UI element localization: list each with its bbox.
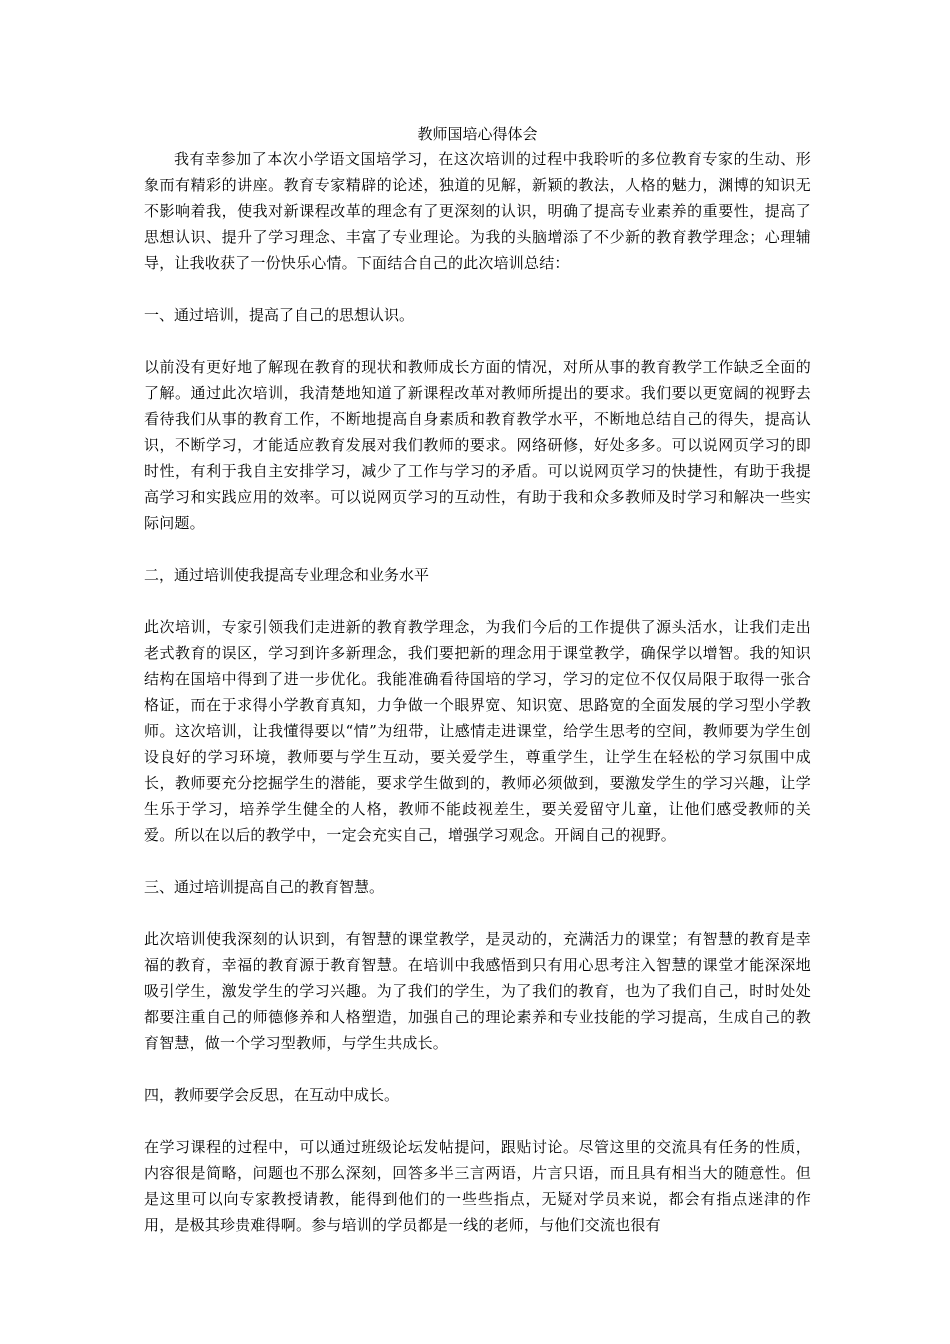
section-body-2: 此次培训，专家引领我们走进新的教育教学理念，为我们今后的工作提供了源头活水，让我们走出老式教育的误区，学习到许多新理念，我们要把新的理念用于课堂教学，确保学以增智。我的知识结构在国培中得到了进一步优化。我能准确看待国培的学习，学习的定位不仅仅局限于取得一张合格证，而在于求得小学教育真知，力争做一个眼界宽、知识宽、思路宽的全面发展的学习型小学教师。这次培训，让我懂得要以“情”为纽带，让感情走进课堂，给学生思考的空间，教师要为学生创设良好的学习环境，教师要与学生互动，要关爱学生，尊重学生，让学生在轻松的学习氛围中成长，教师要充分挖掘学生的潜能，要求学生做到的，教师必须做到，要激发学生的学习兴趣，让学生乐于学习，培养学生健全的人格，教师不能歧视差生，要关爱留守儿童，让他们感受教师的关爱。所以在以后的教学中，一定会充实自己，增强学习观念。开阔自己的视野。 — [144, 618, 811, 844]
spacer — [144, 276, 811, 302]
spacer — [144, 328, 811, 354]
section-body-1: 以前没有更好地了解现在教育的现状和教师成长方面的情况，对所从事的教育教学工作缺乏全面的了解。通过此次培训，我清楚地知道了新课程改革对教师所提出的要求。我们要以更宽阔的视野去看待我们从事的教育工作，不断地提高自身素质和教育教学水平，不断地总结自己的得失，提高认识，不断学习，才能适应教育发展对我们教师的要求。网络研修，好处多多。可以说网页学习的即时性，有利于我自主安排学习，减少了工作与学习的矛盾。可以说网页学习的快捷性，有助于我提高学习和实践应用的效率。可以说网页学习的互动性，有助于我和众多教师及时学习和解决一些实际问题。 — [144, 358, 811, 532]
section-heading-2: 二，通过培训使我提高专业理念和业务水平 — [144, 566, 430, 584]
spacer — [144, 1108, 811, 1134]
section-heading-4: 四，教师要学会反思，在互动中成长。 — [144, 1086, 400, 1104]
section-heading-1: 一、通过培训，提高了自己的思想认识。 — [144, 306, 415, 324]
spacer — [144, 1056, 811, 1082]
spacer — [144, 900, 811, 926]
document-page — [144, 122, 811, 1238]
section-body-4: 在学习课程的过程中，可以通过班级论坛发帖提问，跟贴讨论。尽管这里的交流具有任务的性质，内容很是简略，问题也不那么深刻，回答多半三言两语，片言只语，而且具有相当大的随意性。但是这里可以向专家教授请教，能得到他们的一些些指点，无疑对学员来说，都会有指点迷津的作用，是极其珍贵难得啊。参与培训的学员都是一线的老师，与他们交流也很有 — [144, 1138, 811, 1234]
spacer — [144, 848, 811, 874]
document-title: 教师国培心得体会 — [417, 125, 538, 143]
section-heading-3: 三、通过培训提高自己的教育智慧。 — [144, 878, 385, 896]
section-body-3: 此次培训使我深刻的认识到，有智慧的课堂教学，是灵动的，充满活力的课堂；有智慧的教育是幸福的教育，幸福的教育源于教育智慧。在培训中我感悟到只有用心思考注入智慧的课堂才能深深地吸引学生，激发学生的学习兴趣。为了我们的学生，为了我们的教育，也为了我们自己，时时处处都要注重自己的师德修养和人格塑造，加强自己的理论素养和专业技能的学习提高，生成自己的教育智慧，做一个学习型教师，与学生共成长。 — [144, 930, 811, 1052]
intro-paragraph: 我有幸参加了本次小学语文国培学习，在这次培训的过程中我聆听的多位教育专家的生动、形象而有精彩的讲座。教育专家精辟的论述，独道的见解，新颖的教法，人格的魅力，渊博的知识无不影响着我，使我对新课程改革的理念有了更深刻的认识，明确了提高专业素养的重要性，提高了思想认识、提升了学习理念、丰富了专业理论。为我的头脑增添了不少新的教育教学理念；心理辅导，让我收获了一份快乐心情。下面结合自己的此次培训总结： — [144, 150, 811, 272]
spacer — [144, 588, 811, 614]
spacer — [144, 536, 811, 562]
